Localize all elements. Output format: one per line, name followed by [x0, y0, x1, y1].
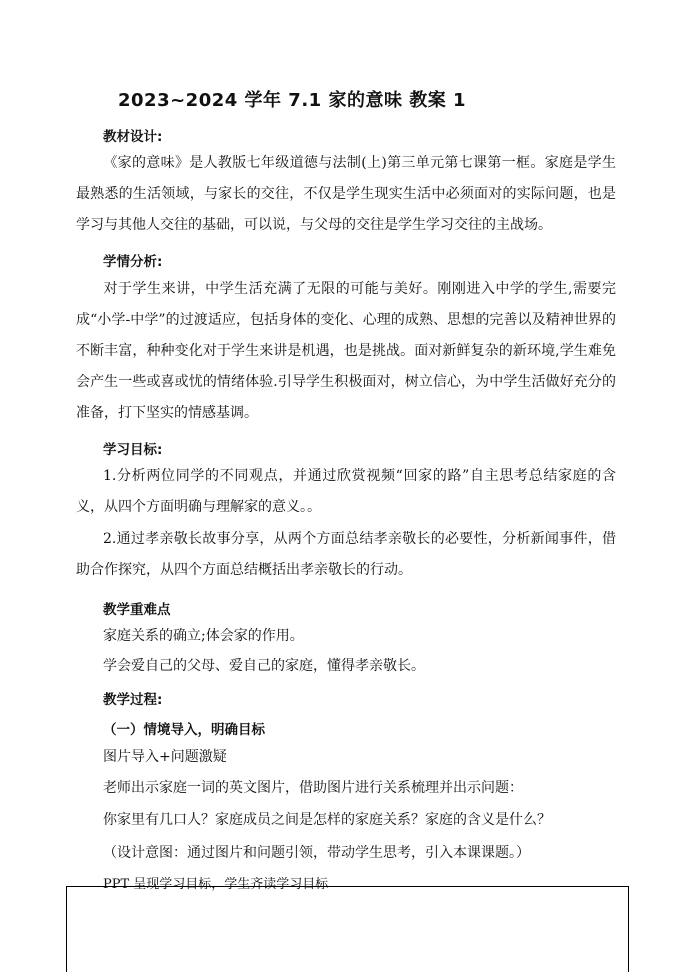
process-subheading: （一）情境导入，明确目标: [103, 722, 265, 738]
material-paragraph: [76, 148, 616, 241]
process-line-1: 图片导入+问题激疑: [103, 749, 227, 765]
process-line-4: （设计意图：通过图片和问题引领，带动学生思考，引入本课课题。）: [103, 845, 530, 861]
objective-text-2: 2.通过孝亲敬长故事分享，从两个方面总结孝亲敬长的必要性，分析新闻事件，借助合作探究，从四个方面总结概括出孝亲敬长的行动。: [76, 531, 616, 578]
material-heading: 教材设计:: [103, 129, 163, 145]
objective-text-1: 1.分析两位同学的不同观点，并通过欣赏视频“回家的路”自主思考总结家庭的含义，从四个方面明确与理解家的意义。。: [76, 468, 616, 515]
key-points-heading: 教学重难点: [103, 602, 171, 618]
process-line-5: PPT 呈现学习目标，学生齐读学习目标: [103, 877, 329, 892]
key-point-2: 学会爱自己的父母、爱自己的家庭，懂得孝亲敬长。: [103, 658, 425, 674]
process-line-2: 老师出示家庭一词的英文图片，借助图片进行关系梳理并出示问题：: [103, 780, 523, 796]
document-title: 2023~2024 学年 7.1 家的意味 教案 1: [118, 90, 467, 111]
table-frame: [66, 886, 629, 972]
key-point-1: 家庭关系的确立;体会家的作用。: [103, 628, 304, 644]
material-text: 《家的意味》是人教版七年级道德与法制(上)第三单元第七课第一框。家庭是学生最熟悉的生活领域，与家长的交往，不仅是学生现实生活中必须面对的实际问题，也是学习与其他人交往的基础，可以说，与父母的交往是学生学习交往的主战场。: [76, 155, 616, 233]
objective-item-1: [76, 461, 616, 523]
objectives-heading: 学习目标:: [103, 442, 163, 458]
process-heading: 教学过程:: [103, 692, 163, 708]
analysis-heading: 学情分析:: [103, 254, 163, 270]
analysis-paragraph: [76, 274, 616, 429]
process-line-3: 你家里有几口人？家庭成员之间是怎样的家庭关系？家庭的含义是什么？: [103, 812, 551, 828]
objective-item-2: [76, 524, 616, 586]
analysis-text: 对于学生来讲，中学生活充满了无限的可能与美好。刚刚进入中学的学生,需要完成“小学-中学”的过渡适应，包括身体的变化、心理的成熟、思想的完善以及精神世界的不断丰富，种种变化对于学生来讲是机遇，也是挑战。面对新鲜复杂的新环境,学生难免会产生一些或喜或忧的情绪体验.引导学生积极面对，树立信心，为中学生活做好充分的准备，打下坚实的情感基调。: [76, 281, 616, 421]
